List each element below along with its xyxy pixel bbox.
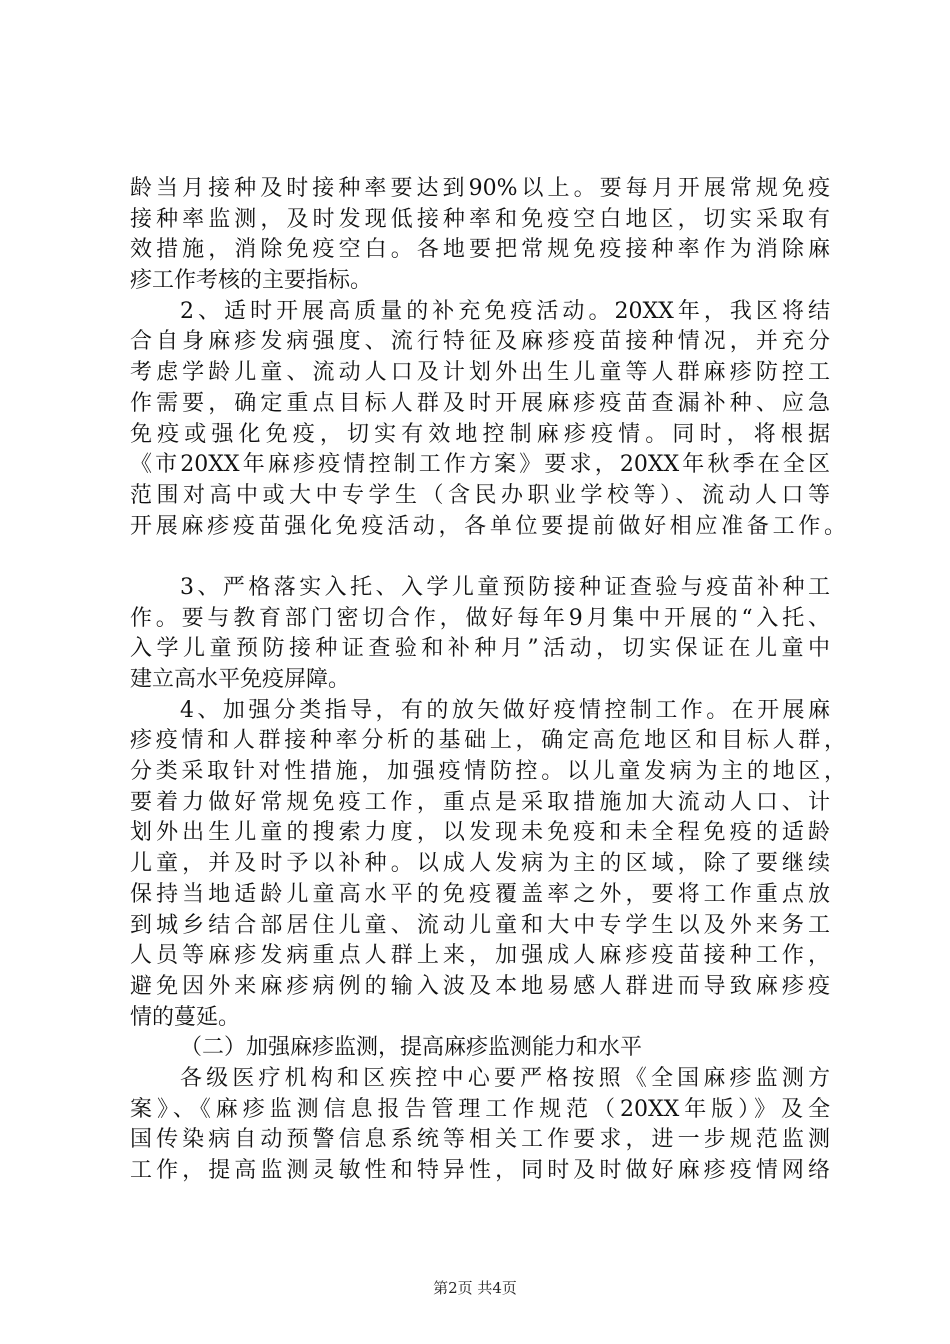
body-line: 龄当月接种及时接种率要达到90%以上。要每月开展常规免疫 bbox=[130, 176, 830, 201]
body-line: 儿童，并及时予以补种。以成人发病为主的区域，除了要继续 bbox=[130, 851, 830, 876]
body-line: 考虑学龄儿童、流动人口及计划外出生儿童等人群麻疹防控工 bbox=[130, 360, 830, 385]
body-line: 建立高水平免疫屏障。 bbox=[130, 667, 351, 692]
body-line: 4、加强分类指导，有的放矢做好疫情控制工作。在开展麻 bbox=[180, 698, 830, 723]
body-line: 各级医疗机构和区疾控中心要严格按照《全国麻疹监测方 bbox=[180, 1066, 830, 1091]
body-line: 情的蔓延。 bbox=[130, 1005, 241, 1030]
page-footer: 第2页 共4页 bbox=[433, 1279, 517, 1297]
body-line: 划外出生儿童的搜索力度，以发现未免疫和未全程免疫的适龄 bbox=[130, 820, 830, 845]
body-line: 案》、《麻疹监测信息报告管理工作规范（20XX年版）》及全 bbox=[130, 1097, 830, 1122]
body-line: 要着力做好常规免疫工作，重点是采取措施加大流动人口、计 bbox=[130, 790, 830, 815]
body-line: 保持当地适龄儿童高水平的免疫覆盖率之外，要将工作重点放 bbox=[130, 882, 830, 907]
body-line: 效措施，消除免疫空白。各地要把常规免疫接种率作为消除麻 bbox=[130, 237, 830, 262]
body-line: 分类采取针对性措施，加强疫情防控。以儿童发病为主的地区， bbox=[130, 759, 846, 784]
body-line: 免疫或强化免疫，切实有效地控制麻疹疫情。同时，将根据 bbox=[130, 422, 830, 447]
body-line: 作需要，确定重点目标人群及时开展麻疹疫苗查漏补种、应急 bbox=[130, 391, 830, 416]
body-line: 开展麻疹疫苗强化免疫活动，各单位要提前做好相应准备工作。 bbox=[130, 514, 846, 539]
body-line: 2、适时开展高质量的补充免疫活动。20XX年，我区将结 bbox=[180, 299, 830, 324]
body-line: 疹疫情和人群接种率分析的基础上，确定高危地区和目标人群， bbox=[130, 728, 846, 753]
body-line: 国传染病自动预警信息系统等相关工作要求，进一步规范监测 bbox=[130, 1127, 830, 1152]
body-line: 疹工作考核的主要指标。 bbox=[130, 268, 373, 293]
body-line: 《市20XX年麻疹疫情控制工作方案》要求，20XX年秋季在全区 bbox=[130, 452, 830, 477]
body-line: 接种率监测，及时发现低接种率和免疫空白地区，切实采取有 bbox=[130, 207, 830, 232]
body-line: 避免因外来麻疹病例的输入波及本地易感人群进而导致麻疹疫 bbox=[130, 974, 830, 999]
body-line: 作。要与教育部门密切合作，做好每年9月集中开展的“入托、 bbox=[130, 606, 830, 631]
body-line: 工作，提高监测灵敏性和特异性，同时及时做好麻疹疫情网络 bbox=[130, 1158, 830, 1183]
body-line: 人员等麻疹发病重点人群上来，加强成人麻疹疫苗接种工作， bbox=[130, 943, 830, 968]
body-line: 入学儿童预防接种证查验和补种月”活动，切实保证在儿童中 bbox=[130, 636, 830, 661]
body-line: 3、严格落实入托、入学儿童预防接种证查验与疫苗补种工 bbox=[180, 575, 830, 600]
body-line: 合自身麻疹发病强度、流行特征及麻疹疫苗接种情况，并充分 bbox=[130, 329, 830, 354]
section-heading: （二）加强麻疹监测，提高麻疹监测能力和水平 bbox=[180, 1035, 643, 1060]
body-line: 到城乡结合部居住儿童、流动儿童和大中专学生以及外来务工 bbox=[130, 913, 830, 938]
body-line: 范围对高中或大中专学生（含民办职业学校等）、流动人口等 bbox=[130, 483, 830, 508]
